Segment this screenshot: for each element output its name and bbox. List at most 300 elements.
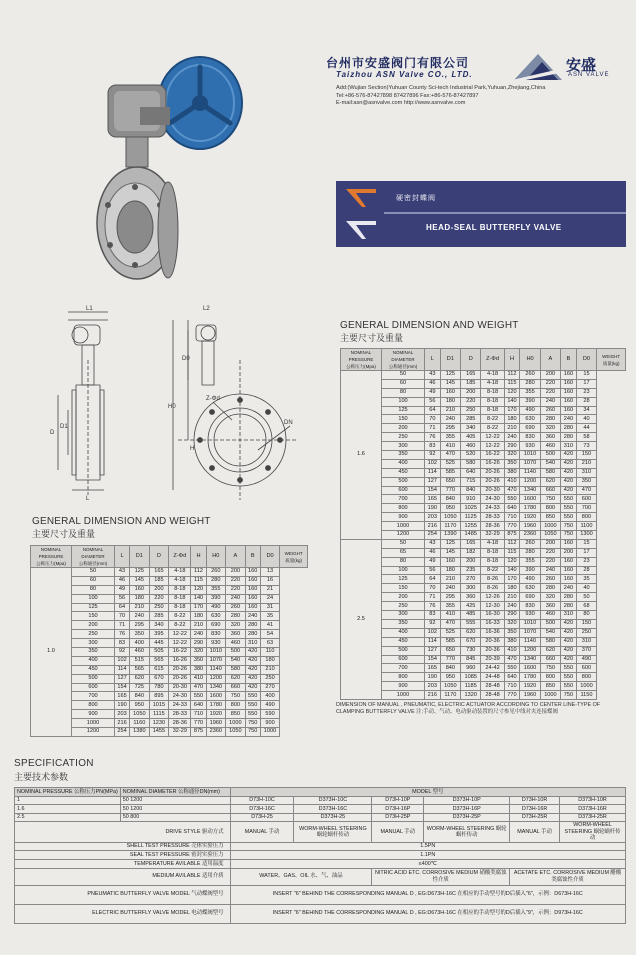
header-pn: NOMINAL PRESSURE 公称压力(Mpa) bbox=[341, 349, 382, 371]
contact-info bbox=[336, 85, 626, 108]
table-cell: 580 bbox=[461, 459, 481, 468]
table-cell: 1230 bbox=[149, 719, 169, 728]
table-cell: 12-22 bbox=[169, 630, 191, 639]
table-cell: 160 bbox=[561, 388, 577, 397]
spec-model-row bbox=[15, 796, 626, 805]
table-cell: 260 bbox=[540, 575, 560, 584]
table-cell: 71 bbox=[425, 424, 441, 433]
v-mark-icon bbox=[346, 217, 376, 243]
table-cell: 46 bbox=[115, 576, 130, 585]
temperature-label: TEMPERATURE AVILABLE 适用温度 bbox=[15, 860, 231, 869]
table-cell: 1050 bbox=[540, 531, 560, 540]
table-cell: 1160 bbox=[130, 719, 150, 728]
table-cell: 28 bbox=[576, 566, 596, 575]
table-cell: 160 bbox=[245, 568, 260, 577]
table-cell: 390 bbox=[520, 566, 540, 575]
model-cell: D73H-16C bbox=[230, 805, 294, 814]
table-cell: 630 bbox=[520, 584, 540, 593]
table-cell: 290 bbox=[504, 442, 520, 451]
table-cell: 550 bbox=[561, 495, 577, 504]
dimension-title-cn: 主要尺寸及重量 bbox=[340, 333, 404, 343]
table-cell: 895 bbox=[149, 692, 169, 701]
table-cell: 250 bbox=[382, 433, 425, 442]
temperature-value: ≤400℃ bbox=[230, 860, 625, 869]
seal-test-label: SEAL TEST PRESSURE 密封实验压力 bbox=[15, 851, 231, 860]
table-cell: 290 bbox=[504, 611, 520, 620]
table-cell: 220 bbox=[540, 548, 560, 557]
medium-value: WATER、GAS、OIL 水、气、油品 bbox=[230, 868, 372, 885]
table-cell: 13 bbox=[260, 568, 280, 577]
table-cell: 125 bbox=[382, 406, 425, 415]
table-row bbox=[341, 415, 626, 424]
table-cell: 320 bbox=[540, 593, 560, 602]
table-cell: 1600 bbox=[520, 495, 540, 504]
table-cell: 112 bbox=[504, 371, 520, 380]
table-cell: 1115 bbox=[149, 710, 169, 719]
table-cell: 585 bbox=[440, 468, 460, 477]
table-cell: 16-36 bbox=[481, 628, 504, 637]
table-cell: 24-33 bbox=[481, 504, 504, 513]
spec-model-row bbox=[15, 805, 626, 814]
table-cell: 460 bbox=[226, 639, 246, 648]
table-cell: 280 bbox=[245, 630, 260, 639]
table-cell: 220 bbox=[540, 388, 560, 397]
table-cell: 240 bbox=[504, 602, 520, 611]
table-cell: 370 bbox=[576, 646, 596, 655]
table-cell: 600 bbox=[382, 655, 425, 664]
table-row bbox=[341, 379, 626, 388]
model-cell: D373H-16R bbox=[560, 805, 626, 814]
table-cell: 1070 bbox=[520, 628, 540, 637]
table-cell: 8-26 bbox=[481, 575, 504, 584]
table-cell: 615 bbox=[149, 665, 169, 674]
model-cell: D73H-10C bbox=[230, 796, 294, 805]
table-cell: 660 bbox=[540, 486, 560, 495]
table-row bbox=[341, 442, 626, 451]
model-cell: D73H-10P bbox=[372, 796, 424, 805]
table-cell: 300 bbox=[382, 442, 425, 451]
table-cell: 640 bbox=[461, 468, 481, 477]
table-cell: 76 bbox=[115, 630, 130, 639]
table-cell: 840 bbox=[440, 664, 460, 673]
table-cell: 64 bbox=[115, 603, 130, 612]
header-col: L bbox=[425, 349, 441, 371]
table-cell: 260 bbox=[226, 603, 246, 612]
table-cell: 112 bbox=[504, 539, 520, 548]
table-cell: 590 bbox=[260, 710, 280, 719]
label-L: L bbox=[86, 496, 90, 502]
table-cell: 250 bbox=[149, 603, 169, 612]
table-cell: 28-36 bbox=[169, 719, 191, 728]
table-row bbox=[341, 539, 626, 548]
table-cell: 500 bbox=[540, 451, 560, 460]
spec-dn-cell: 50 800 bbox=[120, 813, 230, 822]
table-cell: 80 bbox=[382, 557, 425, 566]
table-cell: 180 bbox=[191, 612, 206, 621]
table-cell: 127 bbox=[425, 477, 441, 486]
table-cell: 380 bbox=[504, 468, 520, 477]
table-cell: 50 bbox=[382, 371, 425, 380]
table-cell: 16-22 bbox=[169, 648, 191, 657]
table-cell: 800 bbox=[540, 673, 560, 682]
table-cell: 585 bbox=[440, 637, 460, 646]
table-cell: 8-18 bbox=[481, 548, 504, 557]
table-cell: 580 bbox=[540, 468, 560, 477]
table-cell: 16-30 bbox=[481, 611, 504, 620]
table-cell: 660 bbox=[540, 655, 560, 664]
drive-style-value: WORM-WHEEL STEERING 蜗轮蜗杆传动 bbox=[424, 822, 510, 843]
header-col: D bbox=[149, 546, 169, 568]
table-cell: 203 bbox=[425, 513, 441, 522]
table-cell: 210 bbox=[440, 575, 460, 584]
v-mark-icon bbox=[346, 185, 376, 211]
table-cell: 92 bbox=[425, 619, 441, 628]
table-cell: 640 bbox=[504, 673, 520, 682]
table-cell: 160 bbox=[561, 406, 577, 415]
table-cell: 340 bbox=[149, 621, 169, 630]
pneumatic-model-label: PNEUMATIC BUTTERFLY VALVE MODEL 气动蝶阀型号 bbox=[15, 885, 231, 904]
table-cell: 280 bbox=[520, 548, 540, 557]
table-cell: 150 bbox=[382, 584, 425, 593]
table-cell: 70 bbox=[425, 584, 441, 593]
table-cell: 1000 bbox=[260, 728, 280, 737]
spec-title-en: SPECIFICATION bbox=[14, 758, 94, 769]
header-col: A bbox=[226, 546, 246, 568]
header-weight: WEIGHT 质量(kg) bbox=[597, 349, 626, 371]
table-cell: 60 bbox=[72, 576, 115, 585]
table-row bbox=[341, 682, 626, 691]
table-cell: 450 bbox=[382, 468, 425, 477]
table-cell: 280 bbox=[561, 433, 577, 442]
table-cell: 114 bbox=[425, 468, 441, 477]
table-cell: 23 bbox=[576, 388, 596, 397]
table-cell: 690 bbox=[206, 621, 226, 630]
table-cell: 185 bbox=[461, 379, 481, 388]
table-cell: 900 bbox=[382, 513, 425, 522]
table-cell: 1000 bbox=[540, 522, 560, 531]
table-cell: 1000 bbox=[382, 522, 425, 531]
table-cell: 92 bbox=[425, 451, 441, 460]
table-row bbox=[341, 575, 626, 584]
table-cell: 200 bbox=[382, 593, 425, 602]
table-cell: 24-30 bbox=[169, 692, 191, 701]
table-cell: 470 bbox=[440, 619, 460, 628]
actuator-note: DIMENSION OF MANUAL , PNEUMATIC, ELECTRIC ACTUATOR ACCORDING TO CENTER LINE-TYPE OF CLAMPING BUTTERFLY VALVE 注:手动、气动、电动驱动装置的尺寸参见中线对夹连接蝶阀 bbox=[336, 702, 601, 715]
table-cell: 900 bbox=[72, 710, 115, 719]
table-cell: 49 bbox=[425, 388, 441, 397]
table-cell: 400 bbox=[260, 692, 280, 701]
table-cell: 200 bbox=[540, 371, 560, 380]
table-cell: 210 bbox=[504, 424, 520, 433]
table-cell: 1140 bbox=[520, 468, 540, 477]
table-cell: 240 bbox=[504, 433, 520, 442]
model-cell: D373H-25 bbox=[294, 813, 372, 822]
table-cell: 102 bbox=[425, 459, 441, 468]
table-cell: 420 bbox=[245, 648, 260, 657]
table-cell: 56 bbox=[115, 594, 130, 603]
table-cell: 550 bbox=[245, 701, 260, 710]
model-cell: D373H-10R bbox=[560, 796, 626, 805]
table-row bbox=[341, 557, 626, 566]
table-cell: 550 bbox=[245, 710, 260, 719]
table-cell: 1960 bbox=[206, 719, 226, 728]
table-cell: 190 bbox=[425, 673, 441, 682]
table-cell: 410 bbox=[191, 674, 206, 683]
table-cell: 150 bbox=[382, 415, 425, 424]
table-cell: 800 bbox=[576, 673, 596, 682]
table-cell: 580 bbox=[540, 637, 560, 646]
table-row bbox=[341, 691, 626, 700]
table-cell: 360 bbox=[540, 433, 560, 442]
table-cell: 1340 bbox=[520, 486, 540, 495]
table-cell: 125 bbox=[440, 539, 460, 548]
model-cell: D73H-25 bbox=[230, 813, 294, 822]
table-cell: 395 bbox=[149, 630, 169, 639]
model-cell: D73H-16P bbox=[372, 805, 424, 814]
table-cell: 850 bbox=[226, 710, 246, 719]
table-cell: 630 bbox=[520, 415, 540, 424]
table-cell: 64 bbox=[425, 575, 441, 584]
table-cell: 20-26 bbox=[169, 674, 191, 683]
table-cell: 165 bbox=[461, 539, 481, 548]
table-cell: 310 bbox=[561, 442, 577, 451]
table-cell: 1050 bbox=[226, 728, 246, 737]
table-cell: 830 bbox=[520, 433, 540, 442]
table-cell: 120 bbox=[504, 557, 520, 566]
table-cell: 780 bbox=[149, 683, 169, 692]
label-D0: D0 bbox=[182, 356, 190, 362]
table-row bbox=[341, 646, 626, 655]
table-cell: 700 bbox=[576, 504, 596, 513]
table-row bbox=[341, 495, 626, 504]
table-cell: 660 bbox=[226, 683, 246, 692]
table-cell: 154 bbox=[425, 655, 441, 664]
header-col: B bbox=[245, 546, 260, 568]
table-cell: 145 bbox=[440, 548, 460, 557]
table-cell: 160 bbox=[561, 566, 577, 575]
table-cell: 8-22 bbox=[169, 612, 191, 621]
table-cell: 420 bbox=[245, 674, 260, 683]
table-cell: 24-30 bbox=[481, 495, 504, 504]
table-cell: 145 bbox=[440, 379, 460, 388]
drive-style-value: MANUAL 手动 bbox=[510, 822, 560, 843]
table-cell: 20-39 bbox=[481, 655, 504, 664]
table-cell: 420 bbox=[245, 665, 260, 674]
table-cell: 310 bbox=[576, 468, 596, 477]
table-cell: 620 bbox=[540, 477, 560, 486]
table-cell: 154 bbox=[115, 683, 130, 692]
table-cell: 8-18 bbox=[169, 585, 191, 594]
table-cell: 1125 bbox=[461, 513, 481, 522]
table-cell: 355 bbox=[440, 433, 460, 442]
table-cell: 250 bbox=[576, 628, 596, 637]
table-row bbox=[341, 637, 626, 646]
label-D: D bbox=[50, 430, 55, 436]
table-cell: 28-33 bbox=[481, 513, 504, 522]
table-row bbox=[31, 728, 308, 737]
header-dn: NOMINAL DIAMETER 公称通径(mm) bbox=[382, 349, 425, 371]
table-cell: 1960 bbox=[520, 691, 540, 700]
model-cell: D373H-25R bbox=[560, 813, 626, 822]
table-cell: 110 bbox=[260, 648, 280, 657]
table-cell: 160 bbox=[245, 585, 260, 594]
table-cell: 23 bbox=[576, 557, 596, 566]
table-cell: 160 bbox=[561, 379, 577, 388]
table-cell: 290 bbox=[191, 639, 206, 648]
table-cell: 1140 bbox=[520, 637, 540, 646]
table-cell: 525 bbox=[440, 459, 460, 468]
table-cell: 410 bbox=[504, 477, 520, 486]
table-cell: 550 bbox=[561, 682, 577, 691]
table-cell: 390 bbox=[520, 397, 540, 406]
table-row bbox=[341, 388, 626, 397]
table-cell: 8-18 bbox=[169, 603, 191, 612]
table-cell: 254 bbox=[425, 531, 441, 540]
label-H: H bbox=[190, 446, 195, 452]
table-cell: 1050 bbox=[440, 682, 460, 691]
table-cell: 216 bbox=[425, 522, 441, 531]
table-cell: 32-29 bbox=[169, 728, 191, 737]
table-cell: 280 bbox=[520, 379, 540, 388]
table-cell: 270 bbox=[260, 683, 280, 692]
table-cell: 160 bbox=[561, 539, 577, 548]
table-cell: 200 bbox=[561, 548, 577, 557]
table-cell: 400 bbox=[130, 639, 150, 648]
table-cell: 220 bbox=[149, 594, 169, 603]
table-cell: 180 bbox=[504, 415, 520, 424]
table-cell: 355 bbox=[206, 585, 226, 594]
logo-text-en: ASN VALVE bbox=[568, 72, 610, 78]
table-cell: 410 bbox=[504, 646, 520, 655]
table-cell: 240 bbox=[561, 415, 577, 424]
table-row bbox=[31, 648, 308, 657]
table-cell: 50 bbox=[382, 539, 425, 548]
table-cell: 40 bbox=[576, 415, 596, 424]
table-cell: 20-26 bbox=[481, 477, 504, 486]
table-cell: 350 bbox=[382, 619, 425, 628]
table-row bbox=[341, 593, 626, 602]
table-cell: 203 bbox=[115, 710, 130, 719]
table-cell: 100 bbox=[72, 594, 115, 603]
table-cell: 28-33 bbox=[169, 710, 191, 719]
spec-model-row bbox=[15, 813, 626, 822]
table-cell: 950 bbox=[130, 701, 150, 710]
table-cell: 285 bbox=[461, 415, 481, 424]
header-col: D0 bbox=[576, 349, 596, 371]
table-cell: 550 bbox=[245, 692, 260, 701]
table-cell: 180 bbox=[440, 566, 460, 575]
table-cell: 4-18 bbox=[169, 576, 191, 585]
table-cell: 380 bbox=[191, 665, 206, 674]
table-cell: 41 bbox=[260, 621, 280, 630]
table-cell: 83 bbox=[425, 442, 441, 451]
table-cell: 1085 bbox=[461, 673, 481, 682]
drive-style-value: MANUAL 手动 bbox=[230, 822, 294, 843]
specification-table bbox=[14, 787, 626, 924]
table-cell: 360 bbox=[540, 602, 560, 611]
table-cell: 73 bbox=[576, 442, 596, 451]
table-cell: 8-22 bbox=[481, 566, 504, 575]
table-cell: 800 bbox=[382, 504, 425, 513]
table-cell: 470 bbox=[504, 655, 520, 664]
table-cell: 900 bbox=[260, 719, 280, 728]
table-cell: 76 bbox=[425, 433, 441, 442]
table-cell: 180 bbox=[440, 397, 460, 406]
table-cell: 285 bbox=[149, 612, 169, 621]
table-cell: 125 bbox=[382, 575, 425, 584]
pressure-cell: 2.5 bbox=[341, 539, 382, 699]
table-cell: 28-48 bbox=[481, 682, 504, 691]
table-cell: 1010 bbox=[206, 648, 226, 657]
table-cell: 670 bbox=[461, 637, 481, 646]
table-row bbox=[341, 566, 626, 575]
table-cell: 160 bbox=[245, 594, 260, 603]
dimension-drawing bbox=[28, 300, 308, 510]
table-cell: 1390 bbox=[440, 531, 460, 540]
table-cell: 300 bbox=[461, 584, 481, 593]
header-col: Z-Φd bbox=[481, 349, 504, 371]
table-cell: 49 bbox=[115, 585, 130, 594]
table-cell: 220 bbox=[540, 379, 560, 388]
table-cell: 280 bbox=[245, 621, 260, 630]
table-cell: 165 bbox=[461, 371, 481, 380]
table-cell: 16 bbox=[260, 576, 280, 585]
dimension-table-pn16-25 bbox=[340, 348, 626, 700]
table-cell: 550 bbox=[504, 495, 520, 504]
table-cell: 44 bbox=[576, 424, 596, 433]
table-cell: 550 bbox=[561, 664, 577, 673]
table-cell: 254 bbox=[115, 728, 130, 737]
table-cell: 2360 bbox=[206, 728, 226, 737]
table-cell: 500 bbox=[382, 477, 425, 486]
table-row bbox=[341, 504, 626, 513]
dimension-table-pn10 bbox=[30, 545, 308, 737]
table-cell: 425 bbox=[461, 602, 481, 611]
spec-pn-cell: 1 bbox=[15, 796, 121, 805]
table-cell: 700 bbox=[72, 692, 115, 701]
table-cell: 420 bbox=[561, 628, 577, 637]
table-cell: 620 bbox=[130, 674, 150, 683]
table-cell: 2360 bbox=[520, 531, 540, 540]
table-cell: 280 bbox=[540, 584, 560, 593]
table-cell: 690 bbox=[520, 593, 540, 602]
table-cell: 170 bbox=[504, 575, 520, 584]
table-cell: 960 bbox=[461, 664, 481, 673]
table-cell: 12-22 bbox=[481, 433, 504, 442]
table-cell: 620 bbox=[540, 646, 560, 655]
table-cell: 12-26 bbox=[481, 593, 504, 602]
table-cell: 15 bbox=[576, 371, 596, 380]
header-pn: NOMINAL PRESSURE 公称压力(Mpa) bbox=[31, 546, 72, 568]
table-cell: 150 bbox=[576, 451, 596, 460]
table-cell: 68 bbox=[576, 602, 596, 611]
table-cell: 4-18 bbox=[481, 379, 504, 388]
table-cell: 1185 bbox=[461, 682, 481, 691]
table-cell: 490 bbox=[520, 575, 540, 584]
table-row bbox=[31, 603, 308, 612]
table-cell: 320 bbox=[504, 451, 520, 460]
table-cell: 112 bbox=[191, 568, 206, 577]
table-cell: 49 bbox=[425, 557, 441, 566]
table-cell: 24-48 bbox=[481, 673, 504, 682]
banner-title-en: HEAD-SEAL BUTTERFLY VALVE bbox=[426, 223, 562, 232]
table-cell: 1920 bbox=[520, 513, 540, 522]
table-cell: 410 bbox=[440, 442, 460, 451]
table-cell: 340 bbox=[461, 424, 481, 433]
table-cell: 34 bbox=[576, 406, 596, 415]
valve-photo bbox=[90, 45, 260, 290]
table-cell: 640 bbox=[504, 504, 520, 513]
